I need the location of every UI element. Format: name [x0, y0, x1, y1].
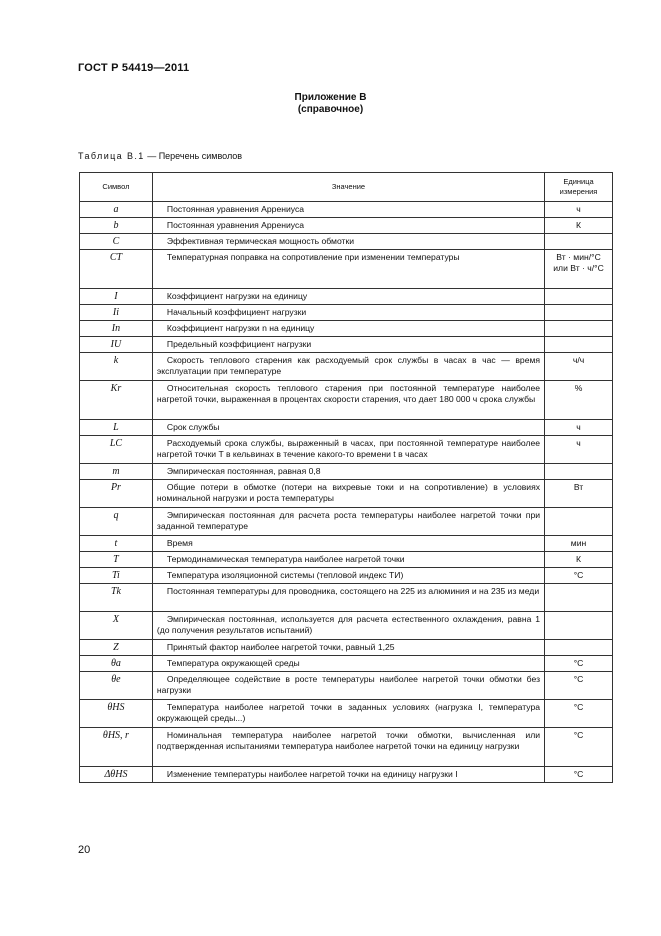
table-row: [80, 552, 613, 568]
unit-cell: °С: [545, 767, 613, 783]
appendix-heading: [0, 92, 661, 116]
value-cell: Термодинамическая температура наиболее нагретой точки: [152, 552, 544, 568]
table-row: [80, 420, 613, 436]
symbol-cell: In: [80, 321, 153, 337]
unit-cell: Вт: [545, 480, 613, 508]
symbol-cell: q: [80, 508, 153, 536]
symbol-cell: L: [80, 420, 153, 436]
table-row: [80, 700, 613, 728]
symbol-cell: T: [80, 552, 153, 568]
symbol-cell: a: [80, 202, 153, 218]
symbol-cell: Kr: [80, 381, 153, 420]
symbol-cell: X: [80, 612, 153, 640]
symbol-cell: m: [80, 464, 153, 480]
table-caption: [78, 151, 242, 161]
header-unit: Единица измерения: [545, 173, 613, 202]
value-cell: Время: [152, 536, 544, 552]
value-cell: Определяющее содействие в росте температуры наиболее нагретой точки обмотки без нагрузки: [152, 672, 544, 700]
table-row: [80, 728, 613, 767]
unit-cell: ч: [545, 202, 613, 218]
unit-cell: Вт · мин/°С или Вт · ч/°С: [545, 250, 613, 289]
unit-cell: [545, 305, 613, 321]
table-row: [80, 218, 613, 234]
table-row: [80, 672, 613, 700]
value-cell: Номинальная температура наиболее нагретой точки обмотки, вычисленная или подтвержденная испытаниями температура наиболее нагретой точки на единицу нагрузки: [152, 728, 544, 767]
value-cell: Коэффициент нагрузки на единицу: [152, 289, 544, 305]
value-cell: Коэффициент нагрузки n на единицу: [152, 321, 544, 337]
unit-cell: [545, 337, 613, 353]
table-row: [80, 536, 613, 552]
value-cell: Предельный коэффициент нагрузки: [152, 337, 544, 353]
unit-cell: [545, 508, 613, 536]
unit-cell: °С: [545, 728, 613, 767]
table-row: [80, 464, 613, 480]
table-row: [80, 584, 613, 612]
symbol-cell: Pr: [80, 480, 153, 508]
table-row: [80, 480, 613, 508]
table-row: [80, 436, 613, 464]
table-row: [80, 381, 613, 420]
table-header-row: [80, 173, 613, 202]
unit-cell: ч: [545, 436, 613, 464]
table-row: [80, 337, 613, 353]
value-cell: Срок службы: [152, 420, 544, 436]
symbol-cell: LC: [80, 436, 153, 464]
appendix-title: Приложение В: [294, 92, 367, 103]
table-caption-prefix: Таблица В.1: [78, 151, 145, 161]
header-value: Значение: [152, 173, 544, 202]
header-symbol: Символ: [80, 173, 153, 202]
table-row: [80, 289, 613, 305]
value-cell: Температурная поправка на сопротивление при изменении температуры: [152, 250, 544, 289]
unit-cell: [545, 584, 613, 612]
table-row: [80, 767, 613, 783]
value-cell: Постоянная уравнения Аррениуса: [152, 202, 544, 218]
table-row: [80, 508, 613, 536]
value-cell: Температура наиболее нагретой точки в заданных условиях (нагрузка I, температура окружающей среды...): [152, 700, 544, 728]
value-cell: Начальный коэффициент нагрузки: [152, 305, 544, 321]
symbol-cell: ΔθHS: [80, 767, 153, 783]
value-cell: Общие потери в обмотке (потери на вихревые токи и на сопротивление) в условиях номинальной нагрузки и роста температуры: [152, 480, 544, 508]
table-row: [80, 234, 613, 250]
value-cell: Постоянная температуры для проводника, состоящего на 225 из алюминия и на 235 из меди: [152, 584, 544, 612]
value-cell: Постоянная уравнения Аррениуса: [152, 218, 544, 234]
symbol-cell: Z: [80, 640, 153, 656]
page-number: 20: [78, 844, 91, 856]
unit-cell: °С: [545, 568, 613, 584]
table-row: [80, 353, 613, 381]
unit-cell: ч: [545, 420, 613, 436]
symbol-cell: t: [80, 536, 153, 552]
table-row: [80, 640, 613, 656]
value-cell: Температура изоляционной системы (тепловой индекс ТИ): [152, 568, 544, 584]
symbol-cell: I: [80, 289, 153, 305]
unit-cell: [545, 612, 613, 640]
unit-cell: [545, 289, 613, 305]
value-cell: Скорость теплового старения как расходуемый срок службы в часах в час — время эксплуатации при температуре: [152, 353, 544, 381]
unit-cell: [545, 640, 613, 656]
table-row: [80, 656, 613, 672]
table-row: [80, 202, 613, 218]
value-cell: Принятый фактор наиболее нагретой точки, равный 1,25: [152, 640, 544, 656]
table-row: [80, 250, 613, 289]
table-row: [80, 321, 613, 337]
unit-cell: К: [545, 552, 613, 568]
symbol-cell: θa: [80, 656, 153, 672]
document-header: ГОСТ Р 54419—2011: [78, 62, 190, 74]
symbol-cell: Ti: [80, 568, 153, 584]
symbol-cell: IU: [80, 337, 153, 353]
unit-cell: [545, 234, 613, 250]
table-row: [80, 305, 613, 321]
symbol-cell: C: [80, 234, 153, 250]
unit-cell: %: [545, 381, 613, 420]
value-cell: Эмпирическая постоянная для расчета роста температуры наиболее нагретой точки при заданной температуре: [152, 508, 544, 536]
table-row: [80, 612, 613, 640]
unit-cell: ч/ч: [545, 353, 613, 381]
table-row: [80, 568, 613, 584]
symbol-cell: CT: [80, 250, 153, 289]
unit-cell: [545, 321, 613, 337]
symbol-cell: k: [80, 353, 153, 381]
symbols-table: [79, 172, 613, 783]
value-cell: Относительная скорость теплового старения при постоянной температуре наиболее нагретой точки, выраженная в процентах скорости старения, что дает 180 000 ч срока службы: [152, 381, 544, 420]
value-cell: Эмпирическая постоянная, используется для расчета естественного охлаждения, равна 1 (до получения результатов испытаний): [152, 612, 544, 640]
value-cell: Расходуемый срока службы, выраженный в часах, при постоянной температуре наиболее нагретой точки T в кельвинах в течение какого-то времени t в часах: [152, 436, 544, 464]
value-cell: Изменение температуры наиболее нагретой точки на единицу нагрузки I: [152, 767, 544, 783]
symbol-cell: Ii: [80, 305, 153, 321]
table-caption-text: — Перечень символов: [144, 151, 243, 161]
symbol-cell: θHS: [80, 700, 153, 728]
appendix-subtitle: (справочное): [297, 104, 364, 115]
unit-cell: [545, 464, 613, 480]
symbol-cell: Tk: [80, 584, 153, 612]
unit-cell: мин: [545, 536, 613, 552]
symbol-cell: θe: [80, 672, 153, 700]
symbol-cell: θHS, r: [80, 728, 153, 767]
value-cell: Температура окружающей среды: [152, 656, 544, 672]
unit-cell: °С: [545, 700, 613, 728]
symbol-cell: b: [80, 218, 153, 234]
value-cell: Эффективная термическая мощность обмотки: [152, 234, 544, 250]
value-cell: Эмпирическая постоянная, равная 0,8: [152, 464, 544, 480]
unit-cell: °С: [545, 656, 613, 672]
unit-cell: °С: [545, 672, 613, 700]
unit-cell: К: [545, 218, 613, 234]
